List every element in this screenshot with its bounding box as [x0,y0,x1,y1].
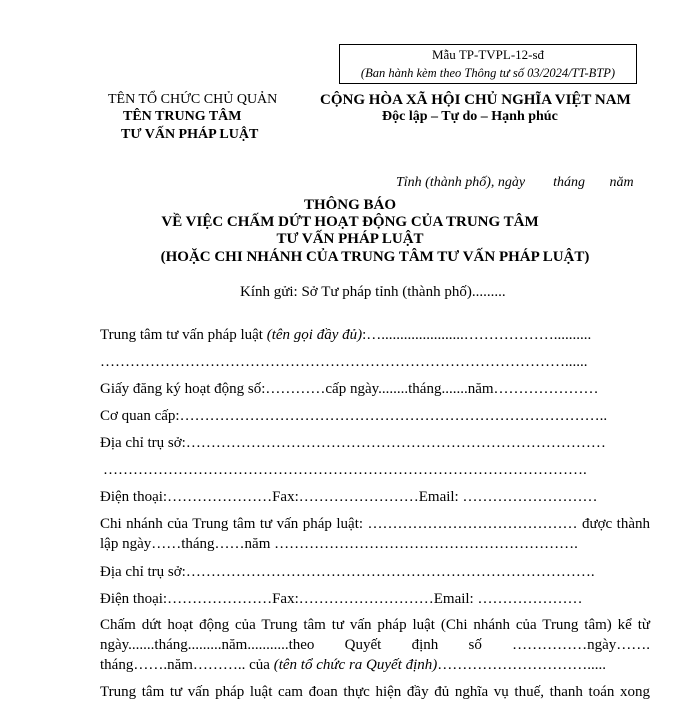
place-date-line: Tỉnh (thành phố), ngày tháng năm [396,175,634,190]
center-name-dots: :…......................……………….......... [362,327,592,343]
termination-issuer-hint: (tên tổ chức ra Quyết định) [273,657,438,673]
center-name-label: Trung tâm tư vấn pháp luật [100,327,267,343]
address-continuation: ……………………………………………………………………………………. [103,462,587,478]
issuer-field: Cơ quan cấp:………………………………………………………………………….. [100,408,608,424]
termination-date-text: tháng…….năm……….. của [100,657,274,673]
national-motto: Độc lập – Tự do – Hạnh phúc [382,109,558,124]
termination-line-1: Chấm dứt hoạt động của Trung tâm tư vấn pháp luật (Chi nhánh của Trung tâm) kể từ [100,617,650,633]
form-code: Mẫu TP-TVPL-12-sđ [431,47,545,62]
national-title: CỘNG HÒA XÃ HỘI CHỦ NGHĨA VIỆT NAM [320,92,631,108]
center-name-field [100,327,591,344]
termination-line-2: ngày.......tháng.........năm...........theo Quyết định số ……………ngày……. [100,637,650,653]
center-name-heading: TÊN TRUNG TÂM [123,109,242,124]
document-subtitle-2: TƯ VẤN PHÁP LUẬT [276,231,424,247]
termination-line-3 [100,657,606,674]
document-subtitle-3: (HOẶC CHI NHÁNH CỦA TRUNG TÂM TƯ VẤN PHÁP LUẬT) [160,249,590,265]
form-note: (Ban hành kèm theo Thông tư số 03/2024/TT-BTP) [360,66,616,80]
termination-dots: …………………………..... [437,657,607,673]
address-field: Địa chỉ trụ sở:………………………………………………………………………… [100,435,606,451]
branch-established-field: lập ngày……tháng……năm ……………………………………………………. [100,536,578,552]
document-title: THÔNG BÁO [303,197,397,213]
parent-organization-name: TÊN TỔ CHỨC CHỦ QUẢN [108,92,278,107]
center-name-continuation: …………………………………………………………………………………...... [100,354,588,370]
center-type-heading: TƯ VẤN PHÁP LUẬT [121,127,259,142]
center-name-hint: (tên gọi đầy đủ) [266,327,363,343]
document-subtitle-1: VỀ VIỆC CHẤM DỨT HOẠT ĐỘNG CỦA TRUNG TÂM [161,214,539,230]
registration-field: Giấy đăng ký hoạt động số:…………cấp ngày........tháng.......năm………………… [100,381,599,397]
branch-contact-field: Điện thoại:…………………Fax:………………………Email: ………………… [100,591,583,607]
branch-field: Chi nhánh của Trung tâm tư vấn pháp luật: …………………………………… được thành [100,516,650,532]
commitment-line: Trung tâm tư vấn pháp luật cam đoan thực hiện đầy đủ nghĩa vụ thuế, thanh toán xong [100,684,650,700]
branch-address-field: Địa chỉ trụ sở:………………………………………………………………………. [100,564,595,580]
contact-field: Điện thoại:…………………Fax:……………………Email: ……………………… [100,489,598,505]
recipient-line: Kính gửi: Sở Tư pháp tỉnh (thành phố)......... [240,284,506,300]
form-code-box [339,44,637,84]
